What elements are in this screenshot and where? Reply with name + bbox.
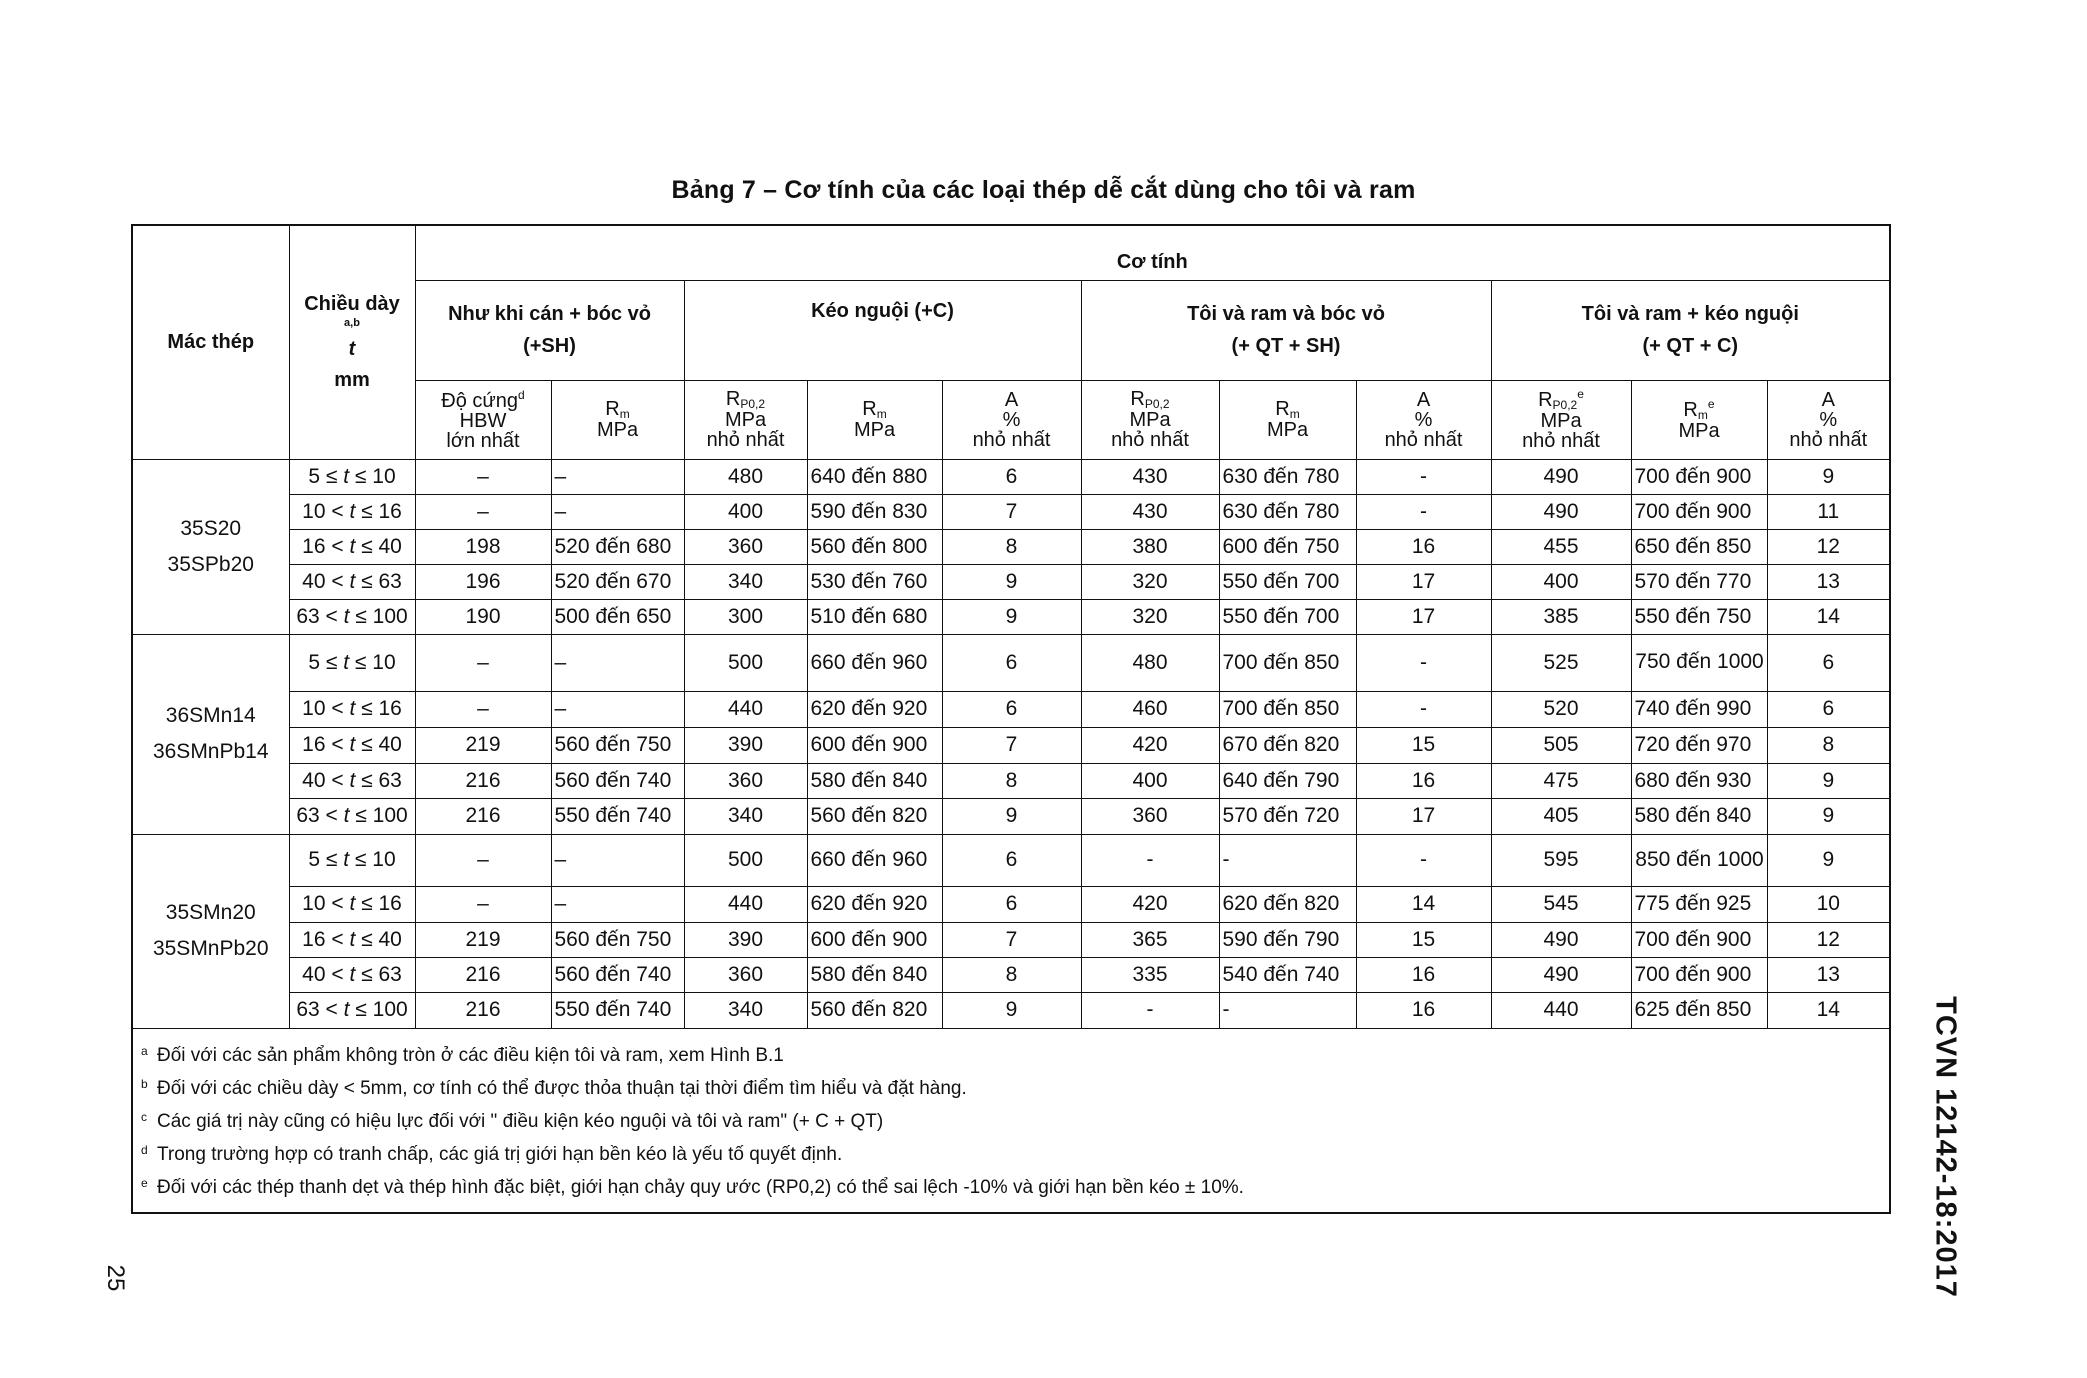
- cell-qtc-a: 12: [1767, 922, 1890, 957]
- cell-qtc-rm: 775 đến 925: [1631, 886, 1767, 922]
- col-sh-hardness: Độ cứng$^d$ HBW lớn nhất: [415, 380, 551, 459]
- cell-qtsh-a: 17: [1356, 599, 1491, 634]
- cell-sh-hbw: 216: [415, 992, 551, 1028]
- col-c-rm: Rm MPa: [807, 380, 942, 459]
- cell-sh-hbw: –: [415, 634, 551, 691]
- header-group-qt-sh: Tôi và ram và bóc vỏ (+ QT + SH): [1081, 280, 1491, 380]
- cell-c-rp: 340: [684, 798, 807, 834]
- cell-c-rm: 530 đến 760: [807, 564, 942, 599]
- thickness-range: 63 < t ≤ 100: [289, 992, 415, 1028]
- cell-qtsh-rp: 365: [1081, 922, 1219, 957]
- cell-c-a: 6: [942, 834, 1081, 886]
- cell-qtsh-a: 16: [1356, 957, 1491, 992]
- cell-sh-hbw: 196: [415, 564, 551, 599]
- cell-c-rm: 640 đến 880: [807, 459, 942, 494]
- table-row: [132, 834, 1890, 886]
- standard-code-label: TCVN 12142-18:2017: [1929, 996, 1962, 1298]
- cell-c-a: 9: [942, 992, 1081, 1028]
- cell-c-rp: 340: [684, 992, 807, 1028]
- cell-c-a: 6: [942, 886, 1081, 922]
- cell-sh-hbw: –: [415, 834, 551, 886]
- cell-qtc-rp: 440: [1491, 992, 1631, 1028]
- thickness-range: 5 ≤ t ≤ 10: [289, 634, 415, 691]
- cell-qtc-a: 6: [1767, 634, 1890, 691]
- cell-qtc-rm: 550 đến 750: [1631, 599, 1767, 634]
- cell-qtsh-a: 16: [1356, 763, 1491, 798]
- cell-c-a: 7: [942, 727, 1081, 763]
- cell-qtsh-a: 16: [1356, 529, 1491, 564]
- cell-qtsh-a: 17: [1356, 564, 1491, 599]
- cell-c-rm: 510 đến 680: [807, 599, 942, 634]
- cell-qtc-a: 11: [1767, 494, 1890, 529]
- col-qtc-a: A % nhỏ nhất: [1767, 380, 1890, 459]
- cell-c-a: 9: [942, 564, 1081, 599]
- thickness-range: 16 < t ≤ 40: [289, 529, 415, 564]
- cell-qtsh-rm: -: [1219, 834, 1356, 886]
- cell-qtsh-rm: 570 đến 720: [1219, 798, 1356, 834]
- cell-qtc-rp: 490: [1491, 957, 1631, 992]
- table-row: [132, 599, 1890, 634]
- cell-qtc-rp: 545: [1491, 886, 1631, 922]
- cell-qtsh-rp: 400: [1081, 763, 1219, 798]
- cell-sh-hbw: 216: [415, 957, 551, 992]
- table-row: [132, 992, 1890, 1028]
- cell-c-rm: 560 đến 820: [807, 798, 942, 834]
- cell-qtc-rm: 570 đến 770: [1631, 564, 1767, 599]
- table-row: [132, 564, 1890, 599]
- cell-sh-rm: 500 đến 650: [551, 599, 684, 634]
- table-row: [132, 459, 1890, 494]
- cell-qtsh-rm: 550 đến 700: [1219, 564, 1356, 599]
- thickness-range: 63 < t ≤ 100: [289, 599, 415, 634]
- cell-c-rm: 660 đến 960: [807, 634, 942, 691]
- cell-sh-rm: 520 đến 670: [551, 564, 684, 599]
- steel-grade: 36SMn14 36SMnPb14: [132, 634, 289, 834]
- cell-qtc-rm: 625 đến 850: [1631, 992, 1767, 1028]
- cell-qtc-rp: 400: [1491, 564, 1631, 599]
- cell-qtsh-rm: 590 đến 790: [1219, 922, 1356, 957]
- cell-c-rm: 560 đến 820: [807, 992, 942, 1028]
- cell-sh-hbw: 219: [415, 727, 551, 763]
- cell-c-rp: 390: [684, 727, 807, 763]
- cell-c-rp: 360: [684, 529, 807, 564]
- cell-c-rp: 360: [684, 763, 807, 798]
- thickness-range: 5 ≤ t ≤ 10: [289, 834, 415, 886]
- cell-qtc-rp: 520: [1491, 691, 1631, 727]
- cell-c-a: 6: [942, 691, 1081, 727]
- cell-qtsh-a: -: [1356, 834, 1491, 886]
- table-row: [132, 798, 1890, 834]
- cell-qtsh-a: 17: [1356, 798, 1491, 834]
- footnote: e Đối với các thép thanh dẹt và thép hình đặc biệt, giới hạn chảy quy ước (RP0,2) có thể sai lệch -10% và giới hạn bền kéo ± 10%.: [141, 1175, 1244, 1198]
- header-grade: Mác thép: [132, 225, 289, 459]
- thickness-range: 40 < t ≤ 63: [289, 957, 415, 992]
- cell-qtc-rm: 700 đến 900: [1631, 957, 1767, 992]
- cell-qtc-rp: 490: [1491, 922, 1631, 957]
- cell-qtsh-rm: 630 đến 780: [1219, 494, 1356, 529]
- cell-qtsh-a: 16: [1356, 992, 1491, 1028]
- cell-qtsh-rp: 335: [1081, 957, 1219, 992]
- steel-grade: 35S20 35SPb20: [132, 459, 289, 634]
- col-c-rp: RP0,2 MPa nhỏ nhất: [684, 380, 807, 459]
- cell-qtsh-rp: 420: [1081, 886, 1219, 922]
- cell-qtsh-rp: 360: [1081, 798, 1219, 834]
- thickness-range: 16 < t ≤ 40: [289, 727, 415, 763]
- cell-sh-rm: 560 đến 750: [551, 922, 684, 957]
- cell-qtsh-rp: 320: [1081, 564, 1219, 599]
- cell-c-rp: 440: [684, 691, 807, 727]
- col-qtsh-a: A % nhỏ nhất: [1356, 380, 1491, 459]
- cell-qtc-rm: 720 đến 970: [1631, 727, 1767, 763]
- cell-qtc-rm: 700 đến 900: [1631, 494, 1767, 529]
- cell-qtc-rp: 385: [1491, 599, 1631, 634]
- cell-qtsh-rp: 480: [1081, 634, 1219, 691]
- cell-qtsh-a: 15: [1356, 922, 1491, 957]
- cell-c-a: 8: [942, 957, 1081, 992]
- cell-sh-rm: –: [551, 886, 684, 922]
- thickness-range: 63 < t ≤ 100: [289, 798, 415, 834]
- footnote: c Các giá trị này cũng có hiệu lực đối với " điều kiện kéo nguội và tôi và ram" (+ C + QT): [141, 1109, 884, 1132]
- cell-c-rm: 620 đến 920: [807, 691, 942, 727]
- cell-sh-rm: –: [551, 459, 684, 494]
- cell-c-rp: 440: [684, 886, 807, 922]
- cell-c-rm: 620 đến 920: [807, 886, 942, 922]
- cell-qtsh-rm: 700 đến 850: [1219, 691, 1356, 727]
- col-c-a: A % nhỏ nhất: [942, 380, 1081, 459]
- col-qtsh-rm: Rm MPa: [1219, 380, 1356, 459]
- cell-sh-hbw: 198: [415, 529, 551, 564]
- cell-qtc-rm: 580 đến 840: [1631, 798, 1767, 834]
- cell-qtsh-a: 15: [1356, 727, 1491, 763]
- cell-qtc-a: 14: [1767, 599, 1890, 634]
- cell-qtsh-rp: 430: [1081, 494, 1219, 529]
- cell-sh-hbw: 190: [415, 599, 551, 634]
- cell-qtsh-a: -: [1356, 459, 1491, 494]
- cell-qtsh-rp: 420: [1081, 727, 1219, 763]
- cell-sh-rm: 560 đến 740: [551, 957, 684, 992]
- cell-sh-hbw: 219: [415, 922, 551, 957]
- cell-c-rp: 400: [684, 494, 807, 529]
- cell-sh-hbw: 216: [415, 798, 551, 834]
- cell-qtc-rm: 700 đến 900: [1631, 459, 1767, 494]
- cell-qtc-rm: 650 đến 850: [1631, 529, 1767, 564]
- header-group-sh: Như khi cán + bóc vỏ (+SH): [415, 280, 684, 380]
- cell-qtc-a: 6: [1767, 691, 1890, 727]
- cell-sh-hbw: –: [415, 691, 551, 727]
- cell-qtc-a: 10: [1767, 886, 1890, 922]
- cell-qtc-rm: 740 đến 990: [1631, 691, 1767, 727]
- thickness-range: 40 < t ≤ 63: [289, 763, 415, 798]
- cell-qtc-a: 14: [1767, 992, 1890, 1028]
- cell-sh-rm: –: [551, 834, 684, 886]
- cell-qtc-rm: 680 đến 930: [1631, 763, 1767, 798]
- footnote: b Đối với các chiều dày < 5mm, cơ tính có thể được thỏa thuận tại thời điểm tìm hiểu và đặt hàng.: [141, 1076, 967, 1099]
- cell-qtc-rm: 850 đến 1000: [1631, 834, 1767, 886]
- cell-qtc-rm: 750 đến 1000: [1631, 634, 1767, 691]
- cell-c-rp: 300: [684, 599, 807, 634]
- cell-c-rp: 480: [684, 459, 807, 494]
- cell-qtsh-rm: 600 đến 750: [1219, 529, 1356, 564]
- cell-qtc-a: 13: [1767, 957, 1890, 992]
- cell-qtsh-rp: 320: [1081, 599, 1219, 634]
- col-qtsh-rp: RP0,2 MPa nhỏ nhất: [1081, 380, 1219, 459]
- thickness-range: 16 < t ≤ 40: [289, 922, 415, 957]
- cell-qtsh-rp: -: [1081, 992, 1219, 1028]
- cell-c-rm: 560 đến 800: [807, 529, 942, 564]
- cell-qtsh-rm: 670 đến 820: [1219, 727, 1356, 763]
- cell-c-a: 9: [942, 599, 1081, 634]
- header-group-qt-c: Tôi và ram + kéo nguội (+ QT + C): [1491, 280, 1890, 380]
- header-group-c: Kéo nguội (+C): [684, 280, 1081, 380]
- cell-c-rm: 600 đến 900: [807, 922, 942, 957]
- cell-c-a: 6: [942, 634, 1081, 691]
- cell-qtc-rp: 405: [1491, 798, 1631, 834]
- cell-qtc-a: 9: [1767, 459, 1890, 494]
- cell-qtsh-a: -: [1356, 691, 1491, 727]
- cell-qtsh-rm: 540 đến 740: [1219, 957, 1356, 992]
- footnote: a Đối với các sản phẩm không tròn ở các điều kiện tôi và ram, xem Hình B.1: [141, 1043, 784, 1066]
- cell-sh-hbw: –: [415, 459, 551, 494]
- cell-c-a: 7: [942, 922, 1081, 957]
- cell-qtsh-rm: 700 đến 850: [1219, 634, 1356, 691]
- cell-qtc-a: 8: [1767, 727, 1890, 763]
- cell-sh-rm: 550 đến 740: [551, 798, 684, 834]
- table-row: [132, 529, 1890, 564]
- cell-qtc-rp: 595: [1491, 834, 1631, 886]
- steel-grade: 35SMn20 35SMnPb20: [132, 834, 289, 1028]
- cell-qtc-rp: 455: [1491, 529, 1631, 564]
- cell-c-a: 6: [942, 459, 1081, 494]
- cell-c-rp: 500: [684, 834, 807, 886]
- table-row: [132, 957, 1890, 992]
- cell-qtsh-a: -: [1356, 634, 1491, 691]
- cell-qtc-a: 12: [1767, 529, 1890, 564]
- cell-c-a: 7: [942, 494, 1081, 529]
- col-qtc-rm: Rm$^e$ MPa: [1631, 380, 1767, 459]
- cell-c-rp: 390: [684, 922, 807, 957]
- cell-qtsh-rp: -: [1081, 834, 1219, 886]
- cell-qtc-a: 9: [1767, 834, 1890, 886]
- table-row: [132, 494, 1890, 529]
- thickness-range: 40 < t ≤ 63: [289, 564, 415, 599]
- table-row: [132, 922, 1890, 957]
- table-row: [132, 634, 1890, 691]
- footnotes: [132, 1028, 1890, 1213]
- table-row: [132, 886, 1890, 922]
- cell-c-rp: 340: [684, 564, 807, 599]
- cell-qtsh-rp: 430: [1081, 459, 1219, 494]
- cell-qtsh-rm: 550 đến 700: [1219, 599, 1356, 634]
- cell-qtc-rp: 490: [1491, 494, 1631, 529]
- page-number: 25: [102, 1264, 129, 1292]
- cell-qtc-rp: 475: [1491, 763, 1631, 798]
- cell-c-rm: 660 đến 960: [807, 834, 942, 886]
- cell-sh-rm: 520 đến 680: [551, 529, 684, 564]
- thickness-range: 10 < t ≤ 16: [289, 691, 415, 727]
- cell-qtc-a: 9: [1767, 798, 1890, 834]
- cell-qtsh-rp: 380: [1081, 529, 1219, 564]
- cell-c-rm: 600 đến 900: [807, 727, 942, 763]
- table-title: Bảng 7 – Cơ tính của các loại thép dễ cắt dùng cho tôi và ram: [671, 176, 1416, 204]
- cell-qtc-a: 9: [1767, 763, 1890, 798]
- cell-qtsh-rm: 630 đến 780: [1219, 459, 1356, 494]
- cell-qtsh-rm: -: [1219, 992, 1356, 1028]
- cell-sh-rm: 560 đến 750: [551, 727, 684, 763]
- cell-sh-rm: 560 đến 740: [551, 763, 684, 798]
- cell-sh-hbw: –: [415, 494, 551, 529]
- cell-qtc-rp: 490: [1491, 459, 1631, 494]
- cell-qtc-rm: 700 đến 900: [1631, 922, 1767, 957]
- table-row: [132, 763, 1890, 798]
- col-qtc-rp: RP0,2e MPa nhỏ nhất: [1491, 380, 1631, 459]
- cell-qtc-rp: 505: [1491, 727, 1631, 763]
- cell-c-a: 8: [942, 529, 1081, 564]
- mechanical-properties-table: [131, 224, 1891, 1214]
- cell-sh-hbw: –: [415, 886, 551, 922]
- cell-sh-rm: –: [551, 634, 684, 691]
- table-row: [132, 691, 1890, 727]
- cell-c-rm: 580 đến 840: [807, 957, 942, 992]
- cell-qtsh-a: 14: [1356, 886, 1491, 922]
- header-properties: Cơ tính: [415, 225, 1890, 280]
- cell-c-rp: 360: [684, 957, 807, 992]
- cell-c-rp: 500: [684, 634, 807, 691]
- cell-qtsh-rp: 460: [1081, 691, 1219, 727]
- cell-sh-rm: –: [551, 494, 684, 529]
- cell-c-a: 9: [942, 798, 1081, 834]
- cell-qtc-rp: 525: [1491, 634, 1631, 691]
- thickness-range: 5 ≤ t ≤ 10: [289, 459, 415, 494]
- cell-c-rm: 590 đến 830: [807, 494, 942, 529]
- cell-sh-rm: 550 đến 740: [551, 992, 684, 1028]
- cell-c-a: 8: [942, 763, 1081, 798]
- cell-qtsh-rm: 640 đến 790: [1219, 763, 1356, 798]
- cell-sh-hbw: 216: [415, 763, 551, 798]
- footnote: d Trong trường hợp có tranh chấp, các giá trị giới hạn bền kéo là yếu tố quyết định.: [141, 1142, 843, 1165]
- header-thickness: Chiều dày a,b t mm: [289, 225, 415, 459]
- cell-qtsh-rm: 620 đến 820: [1219, 886, 1356, 922]
- cell-qtsh-a: -: [1356, 494, 1491, 529]
- table-row: [132, 727, 1890, 763]
- thickness-range: 10 < t ≤ 16: [289, 886, 415, 922]
- thickness-range: 10 < t ≤ 16: [289, 494, 415, 529]
- col-sh-rm: Rm MPa: [551, 380, 684, 459]
- cell-c-rm: 580 đến 840: [807, 763, 942, 798]
- cell-qtc-a: 13: [1767, 564, 1890, 599]
- cell-sh-rm: –: [551, 691, 684, 727]
